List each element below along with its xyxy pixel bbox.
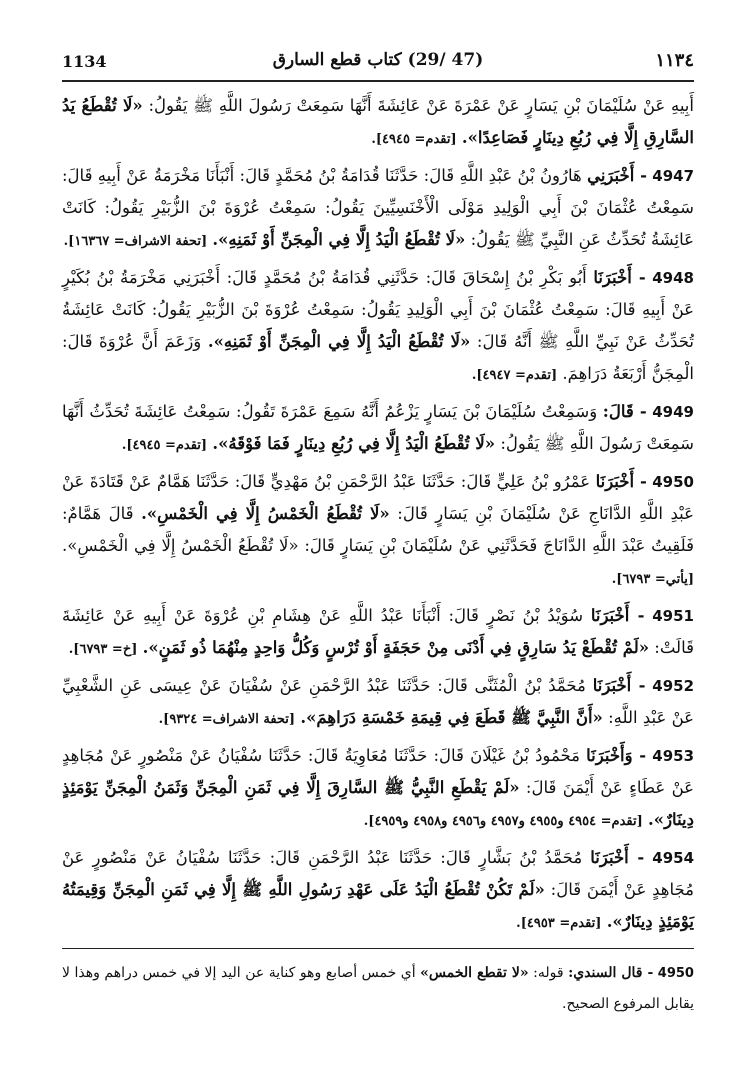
hadith-4950: 4950 - أَخْبَرَنَا عَمْرُو بْنُ عَلِيٍّ قَالَ: حَدَّثَنَا عَبْدُ الرَّحْمَنِ بْنُ مَهْدِيٍّ قَالَ: حَدَّثَنَا هَمَّامٌ عَنْ قَتَادَةَ عَنْ عَبْدِ اللَّهِ الدَّانَاجِ عَنْ سُلَيْمَانَ بْنِ يَسَارٍ قَالَ: «لَا تُقْطَعُ الْخَمْسُ إِلَّا فِي الْخَمْسِ». قَالَ هَمَّامٌ: فَلَقِيتُ عَبْدَ اللَّهِ الدَّانَاجَ فَحَدَّثَنِي عَنْ سُلَيْمَانَ بْنِ يَسَارٍ قَالَ: «لَا تُقْطَعُ الْخَمْسُ إِلَّا فِي الْخَمْسِ». [يأتي= ٦٧٩٣]. xyxy=(62,472,694,587)
hadith-number: 4953 xyxy=(652,747,695,765)
hadith-number: 4948 xyxy=(652,269,694,287)
book-page xyxy=(62,40,694,944)
hadith-4952: 4952 - أَخْبَرَنَا مُحَمَّدُ بْنُ الْمُثَنَّى قَالَ: حَدَّثَنَا عَبْدُ الرَّحْمَنِ عَنْ سُفْيَانَ عَنْ عِيسَى عَنِ الشَّعْبِيِّ عَنْ عَبْدِ اللَّهِ: «أَنَّ النَّبِيَّ ﷺ قَطَعَ فِي قِيمَةِ خَمْسَةِ دَرَاهِمَ». [تحفة الاشراف= ٩٣٢٤]. xyxy=(62,676,695,727)
hadith-4948: 4948 - أَخْبَرَنَا أَبُو بَكْرِ بْنُ إِسْحَاقَ قَالَ: حَدَّثَنِي قُدَامَةُ بْنُ مُحَمَّدٍ قَالَ: أَخْبَرَنِي مَخْرَمَةُ بْنُ بُكَيْرٍ عَنْ أَبِيهِ قَالَ: سَمِعْتُ عُثْمَانَ بْنَ أَبِي الْوَلِيدِ يَقُولُ: سَمِعْتُ عُرْوَةَ بْنَ الزُّبَيْرِ يَقُولُ: كَانَتْ عَائِشَةُ تُحَدِّثُ عَنْ نَبِيِّ اللَّهِ ﷺ أَنَّهُ قَالَ: «لَا تُقْطَعُ الْيَدُ إِلَّا فِي الْمِجَنِّ أَوْ ثَمَنِهِ». وَزَعَمَ أَنَّ عُرْوَةَ قَالَ: الْمِجَنُّ أَرْبَعَةُ دَرَاهِمَ. [تقدم= ٤٩٤٧]. xyxy=(62,268,694,383)
hadith-number: 4954 xyxy=(652,849,695,867)
page-number: 1134 xyxy=(62,52,107,71)
page-title: (47 /29) كتاب قطع السارق xyxy=(272,50,484,70)
hadith-number: 4951 xyxy=(652,607,694,625)
hadith-4954: 4954 - أَخْبَرَنَا مُحَمَّدُ بْنُ بَشَّارٍ قَالَ: حَدَّثَنَا عَبْدُ الرَّحْمَنِ قَالَ: حَدَّثَنَا سُفْيَانُ عَنْ مَنْصُورٍ عَنْ مُجَاهِدٍ عَنْ أَيْمَنَ قَالَ: «لَمْ تَكُنْ تُقْطَعُ الْيَدُ عَلَى عَهْدِ رَسُولِ اللَّهِ ﷺ إِلَّا فِي ثَمَنِ الْمِجَنِّ وَقِيمَتُهُ يَوْمَئِذٍ دِينَارٌ». [تقدم= ٤٩٥٣]. xyxy=(62,848,695,931)
hadith-continuation: أَبِيهِ عَنْ سُلَيْمَانَ بْنِ يَسَارٍ عَنْ عَمْرَةَ عَنْ عَائِشَةَ أَنَّهَا سَمِعَتْ رَسُولَ اللَّهِ ﷺ يَقُولُ: «لَا تُقْطَعُ يَدُ السَّارِقِ إِلَّا فِي رُبُعِ دِينَارٍ فَصَاعِدًا». [تقدم= ٤٩٤٥]. xyxy=(62,96,694,147)
hadith-4951: 4951 - أَخْبَرَنَا سُوَيْدُ بْنُ نَصْرٍ قَالَ: أَنْبَأَنَا عَبْدُ اللَّهِ عَنْ هِشَامِ بْنِ عُرْوَةَ عَنْ أَبِيهِ عَنْ عَائِشَةَ قَالَتْ: «لَمْ تُقْطَعْ يَدُ سَارِقٍ فِي أَدْنَى مِنْ حَجَفَةٍ أَوْ تُرْسٍ وَكُلُّ وَاحِدٍ مِنْهُمَا ذُو ثَمَنٍ». [خ= ٦٧٩٣]. xyxy=(62,606,694,657)
page-number-arabic: ١١٣٤ xyxy=(655,50,694,71)
page-header xyxy=(62,40,694,80)
hadith-number: 4949 xyxy=(652,403,694,421)
footnote-rule xyxy=(62,948,694,949)
hadith-4949: 4949 - قَالَ: وَسَمِعْتُ سُلَيْمَانَ بْنَ يَسَارٍ يَزْعُمُ أَنَّهُ سَمِعَ عَمْرَةَ تَقُولُ: سَمِعْتُ عَائِشَةَ تُحَدِّثُ أَنَّهَا سَمِعَتْ رَسُولَ اللَّهِ ﷺ يَقُولُ: «لَا تُقْطَعُ الْيَدُ إِلَّا فِي رُبُعِ دِينَارٍ فَمَا فَوْقَهُ». [تقدم= ٤٩٤٥]. xyxy=(62,402,694,453)
hadith-number: 4947 xyxy=(652,167,695,185)
footnote: 4950 - قال السندي: قوله: «لا تقطع الخمس» أي خمس أصابع وهو كناية عن اليد إلا في خمس دراهم وهذا لا يقابل المرفوع الصحيح. xyxy=(62,965,694,1012)
hadith-4953: 4953 - وَأَخْبَرَنَا مَحْمُودُ بْنُ غَيْلَانَ قَالَ: حَدَّثَنَا مُعَاوِيَةُ قَالَ: حَدَّثَنَا سُفْيَانُ عَنْ مَنْصُورٍ عَنْ مُجَاهِدٍ عَنْ عَطَاءٍ عَنْ أَيْمَنَ قَالَ: «لَمْ يَقْطَعِ النَّبِيُّ ﷺ السَّارِقَ إِلَّا فِي ثَمَنِ الْمِجَنِّ وَثَمَنُ الْمِجَنِّ يَوْمَئِذٍ دِينَارٌ». [تقدم= ٤٩٥٤ و٤٩٥٥ و٤٩٥٧ و٤٩٥٦ و٤٩٥٨ و٤٩٥٩]. xyxy=(62,746,695,829)
hadith-4947: 4947 - أَخْبَرَنِي هَارُونُ بْنُ عَبْدِ اللَّهِ قَالَ: حَدَّثَنَا قُدَامَةُ بْنُ مُحَمَّدٍ قَالَ: أَنْبَأَنَا مَخْرَمَةُ عَنْ أَبِيهِ قَالَ: سَمِعْتُ عُثْمَانَ بْنَ أَبِي الْوَلِيدِ مَوْلَى الْأَخْنَسِيِّينَ يَقُولُ: سَمِعْتُ عُرْوَةَ بْنَ الزُّبَيْرِ يَقُولُ: كَانَتْ عَائِشَةُ تُحَدِّثُ عَنِ النَّبِيِّ ﷺ يَقُولُ: «لَا تُقْطَعُ الْيَدُ إِلَّا فِي الْمِجَنِّ أَوْ ثَمَنِهِ». [تحفة الاشراف= ١٦٣٦٧]. xyxy=(62,166,695,249)
header-rule xyxy=(62,80,694,82)
hadith-number: 4952 xyxy=(652,677,695,695)
footnote-number: 4950 xyxy=(657,966,694,981)
hadith-number: 4950 xyxy=(652,473,694,491)
hadith-body xyxy=(62,90,694,940)
